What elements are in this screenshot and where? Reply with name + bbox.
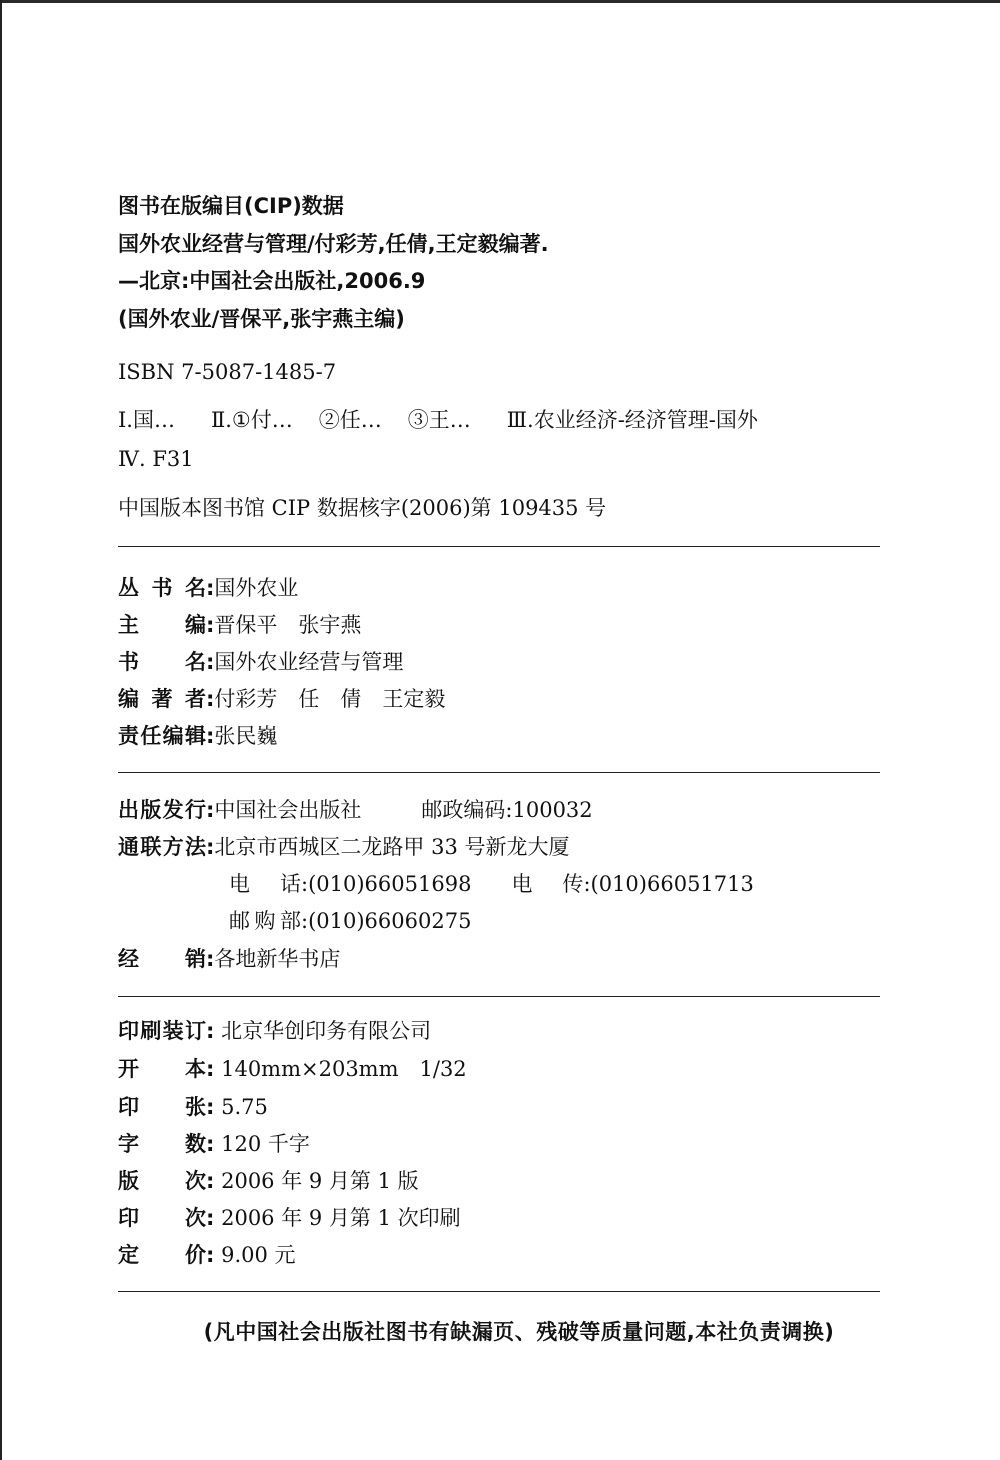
credit-value: 付彩芳 任 倩 王定毅 <box>214 687 446 711</box>
fax-value: (010)66051713 <box>590 872 754 896</box>
fax-label: 电 传 <box>511 872 584 896</box>
print-label: 印刷装订 <box>118 1019 206 1043</box>
phone-line: 电 话:(010)66051698 电 传:(010)66051713 <box>229 872 754 896</box>
cip-line-publisher: —北京:中国社会出版社,2006.9 <box>118 269 426 293</box>
address-value: 北京市西城区二龙路甲 33 号新龙大厦 <box>214 835 570 859</box>
credit-responsible-editor: 责任编辑:张民巍 <box>118 724 278 748</box>
publisher-value: 中国社会出版社 <box>214 798 362 822</box>
credit-value: 国外农业经营与管理 <box>214 650 404 674</box>
print-label: 定价 <box>118 1243 206 1267</box>
cip-isbn: ISBN 7-5087-1485-7 <box>118 360 337 384</box>
print-impression: 印次: 2006 年 9 月第 1 次印刷 <box>118 1206 461 1230</box>
print-value: 5.75 <box>221 1095 268 1119</box>
print-label: 版次 <box>118 1169 206 1193</box>
postcode-label: 邮政编码 <box>421 798 506 822</box>
print-value: 2006 年 9 月第 1 版 <box>221 1169 419 1193</box>
class-item-1: Ⅰ.国… <box>118 408 175 432</box>
phone-label: 电 话 <box>229 872 301 896</box>
credit-label: 编著者 <box>118 687 206 711</box>
credit-label: 责任编辑 <box>118 724 206 748</box>
class-item-4: ③王… <box>407 408 471 432</box>
quality-notice: (凡中国社会出版社图书有缺漏页、残破等质量问题,本社负责调换) <box>203 1320 835 1344</box>
cip-heading: 图书在版编目(CIP)数据 <box>118 194 344 218</box>
print-value: 2006 年 9 月第 1 次印刷 <box>221 1206 461 1230</box>
mail-value: (010)66060275 <box>308 909 472 933</box>
print-value: 120 千字 <box>221 1132 310 1156</box>
distributor-value: 各地新华书店 <box>214 947 341 971</box>
address-line: 通联方法:北京市西城区二龙路甲 33 号新龙大厦 <box>118 835 570 859</box>
class-item-5: Ⅲ.农业经济-经济管理-国外 <box>506 408 758 432</box>
print-label: 开本 <box>118 1057 206 1081</box>
print-label: 印次 <box>118 1206 206 1230</box>
divider-2 <box>118 772 880 773</box>
mail-order-line: 邮购部:(010)66060275 <box>229 909 472 933</box>
class-item-2: Ⅱ.①付… <box>210 408 293 432</box>
print-format: 开本: 140mm×203mm 1/32 <box>118 1057 467 1081</box>
print-label: 印张 <box>118 1095 206 1119</box>
distributor-line: 经销:各地新华书店 <box>118 947 341 971</box>
postcode-value: 100032 <box>512 798 593 822</box>
credit-authors: 编著者:付彩芳 任 倩 王定毅 <box>118 687 446 711</box>
publisher-label: 出版发行 <box>118 798 206 822</box>
credit-value: 国外农业 <box>214 576 299 600</box>
credit-label: 主编 <box>118 613 206 637</box>
phone-value: (010)66051698 <box>308 872 472 896</box>
credit-label: 书名 <box>118 650 206 674</box>
cip-line-series: (国外农业/晋保平,张宇燕主编) <box>118 307 405 331</box>
class-item-3: ②任… <box>318 408 382 432</box>
credit-label: 丛书名 <box>118 576 206 600</box>
address-label: 通联方法 <box>118 835 206 859</box>
credit-series: 丛书名:国外农业 <box>118 576 299 600</box>
print-value: 9.00 元 <box>221 1243 296 1267</box>
cip-number: 中国版本图书馆 CIP 数据核字(2006)第 109435 号 <box>118 496 607 520</box>
publisher-line: 出版发行:中国社会出版社 邮政编码:100032 <box>118 798 593 822</box>
print-price: 定价: 9.00 元 <box>118 1243 296 1267</box>
print-value: 140mm×203mm 1/32 <box>221 1057 467 1081</box>
divider-1 <box>118 546 880 547</box>
distributor-label: 经销 <box>118 947 206 971</box>
scan-left-edge <box>0 0 2 1460</box>
credit-book-title: 书名:国外农业经营与管理 <box>118 650 404 674</box>
print-value: 北京华创印务有限公司 <box>221 1019 432 1043</box>
print-label: 字数 <box>118 1132 206 1156</box>
divider-3 <box>118 996 880 997</box>
print-word-count: 字数: 120 千字 <box>118 1132 310 1156</box>
print-printer: 印刷装订: 北京华创印务有限公司 <box>118 1019 432 1043</box>
print-sheets: 印张: 5.75 <box>118 1095 268 1119</box>
credit-value: 张民巍 <box>214 724 278 748</box>
copyright-page <box>118 0 880 1460</box>
cip-classification-2: Ⅳ. F31 <box>118 447 194 471</box>
mail-label: 邮购部 <box>229 909 301 933</box>
credit-value: 晋保平 张宇燕 <box>214 613 362 637</box>
credit-editor-in-chief: 主编:晋保平 张宇燕 <box>118 613 362 637</box>
divider-4 <box>118 1291 880 1292</box>
cip-classification <box>118 407 758 433</box>
print-edition: 版次: 2006 年 9 月第 1 版 <box>118 1169 419 1193</box>
cip-line-title: 国外农业经营与管理/付彩芳,任倩,王定毅编著. <box>118 232 549 256</box>
